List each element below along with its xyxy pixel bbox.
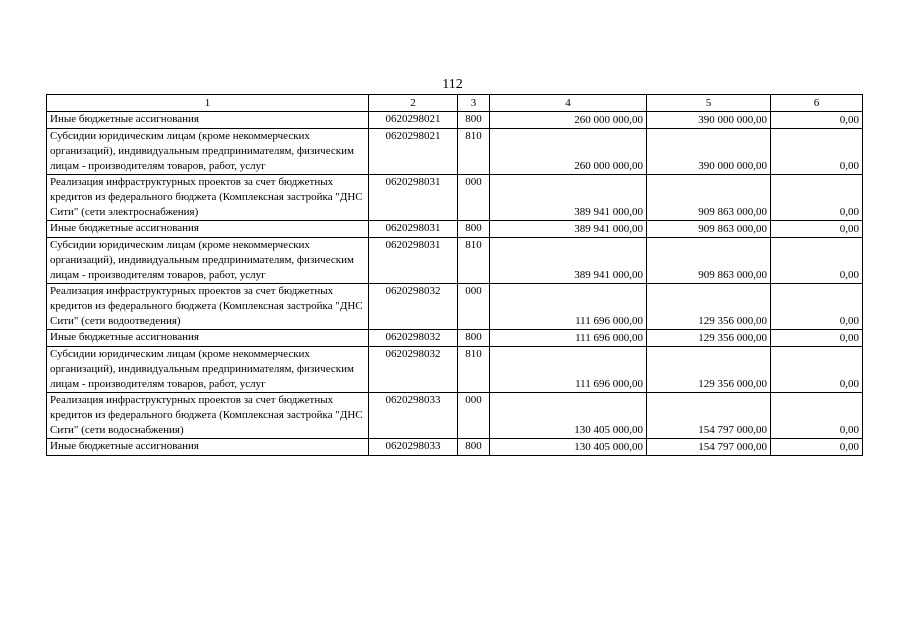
row-value-5: 390 000 000,00: [647, 112, 771, 129]
row-value-4: 130 405 000,00: [490, 393, 647, 439]
row-code: 0620298032: [369, 330, 458, 347]
row-name: Иные бюджетные ассигнования: [47, 221, 369, 238]
row-kind: 800: [458, 439, 490, 456]
row-value-6: 0,00: [771, 129, 863, 175]
table-row: [47, 112, 863, 129]
row-value-6: 0,00: [771, 112, 863, 129]
table-row: [47, 347, 863, 393]
table-row: [47, 439, 863, 456]
column-header-2: 2: [369, 95, 458, 112]
row-kind: 810: [458, 129, 490, 175]
row-name: Реализация инфраструктурных проектов за счет бюджетных кредитов из федерального бюджета (Комплексная застройка "ДНС Сити" (сети электроснабжения): [47, 175, 369, 221]
row-value-4: 260 000 000,00: [490, 112, 647, 129]
row-value-4: 111 696 000,00: [490, 284, 647, 330]
row-kind: 800: [458, 221, 490, 238]
row-value-6: 0,00: [771, 238, 863, 284]
row-value-6: 0,00: [771, 393, 863, 439]
row-code: 0620298032: [369, 347, 458, 393]
row-kind: 000: [458, 284, 490, 330]
row-value-5: 154 797 000,00: [647, 439, 771, 456]
row-value-6: 0,00: [771, 284, 863, 330]
row-value-4: 111 696 000,00: [490, 330, 647, 347]
row-value-5: 909 863 000,00: [647, 175, 771, 221]
row-name: Иные бюджетные ассигнования: [47, 330, 369, 347]
row-value-4: 389 941 000,00: [490, 221, 647, 238]
row-value-6: 0,00: [771, 221, 863, 238]
row-name: Реализация инфраструктурных проектов за счет бюджетных кредитов из федерального бюджета (Комплексная застройка "ДНС Сити" (сети водоотведения): [47, 284, 369, 330]
row-kind: 000: [458, 393, 490, 439]
table-row: [47, 175, 863, 221]
row-kind: 810: [458, 238, 490, 284]
row-code: 0620298033: [369, 393, 458, 439]
row-value-5: 129 356 000,00: [647, 330, 771, 347]
row-kind: 800: [458, 112, 490, 129]
row-kind: 000: [458, 175, 490, 221]
row-value-6: 0,00: [771, 330, 863, 347]
row-value-4: 111 696 000,00: [490, 347, 647, 393]
row-value-5: 909 863 000,00: [647, 238, 771, 284]
row-value-4: 389 941 000,00: [490, 175, 647, 221]
column-header-1: 1: [47, 95, 369, 112]
row-value-6: 0,00: [771, 175, 863, 221]
row-code: 0620298031: [369, 175, 458, 221]
row-code: 0620298032: [369, 284, 458, 330]
row-value-5: 154 797 000,00: [647, 393, 771, 439]
row-value-5: 390 000 000,00: [647, 129, 771, 175]
row-value-5: 909 863 000,00: [647, 221, 771, 238]
column-header-4: 4: [490, 95, 647, 112]
table-row: [47, 238, 863, 284]
row-code: 0620298033: [369, 439, 458, 456]
table-row: [47, 330, 863, 347]
row-name: Иные бюджетные ассигнования: [47, 439, 369, 456]
row-value-4: 260 000 000,00: [490, 129, 647, 175]
row-name: Реализация инфраструктурных проектов за счет бюджетных кредитов из федерального бюджета (Комплексная застройка "ДНС Сити" (сети водоснабжения): [47, 393, 369, 439]
row-code: 0620298021: [369, 112, 458, 129]
row-name: Субсидии юридическим лицам (кроме некоммерческих организаций), индивидуальным предпринимателям, физическим лицам - производителям товаров, работ, услуг: [47, 238, 369, 284]
row-name: Иные бюджетные ассигнования: [47, 112, 369, 129]
table-row: [47, 393, 863, 439]
table-row: [47, 284, 863, 330]
column-header-6: 6: [771, 95, 863, 112]
table-header-row: [47, 95, 863, 112]
row-value-5: 129 356 000,00: [647, 284, 771, 330]
row-value-4: 389 941 000,00: [490, 238, 647, 284]
row-value-4: 130 405 000,00: [490, 439, 647, 456]
table-row: [47, 221, 863, 238]
row-kind: 810: [458, 347, 490, 393]
row-value-6: 0,00: [771, 439, 863, 456]
row-kind: 800: [458, 330, 490, 347]
row-code: 0620298031: [369, 221, 458, 238]
row-code: 0620298031: [369, 238, 458, 284]
column-header-5: 5: [647, 95, 771, 112]
table-row: [47, 129, 863, 175]
row-name: Субсидии юридическим лицам (кроме некоммерческих организаций), индивидуальным предпринимателям, физическим лицам - производителям товаров, работ, услуг: [47, 129, 369, 175]
row-code: 0620298021: [369, 129, 458, 175]
row-name: Субсидии юридическим лицам (кроме некоммерческих организаций), индивидуальным предпринимателям, физическим лицам - производителям товаров, работ, услуг: [47, 347, 369, 393]
page-number: 112: [442, 77, 463, 92]
budget-table: [46, 94, 863, 456]
column-header-3: 3: [458, 95, 490, 112]
row-value-6: 0,00: [771, 347, 863, 393]
row-value-5: 129 356 000,00: [647, 347, 771, 393]
